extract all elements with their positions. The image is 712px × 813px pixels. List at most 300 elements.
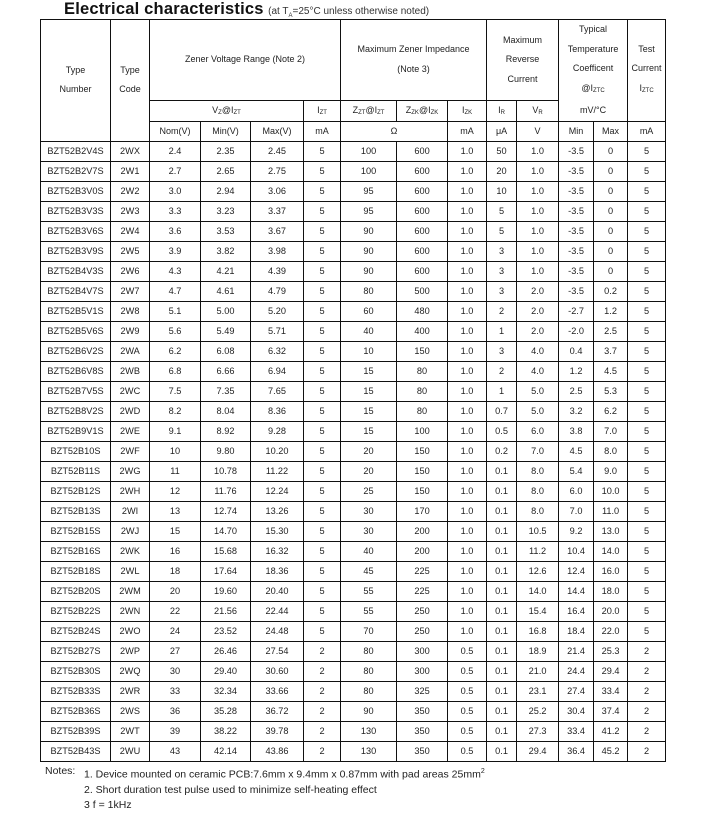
cell-vz-max: 39.78 [251,721,304,741]
cell-type-code: 2WG [111,461,150,481]
cell-type-code: 2WB [111,361,150,381]
cell-vz-nom: 6.2 [150,341,201,361]
cell-izk: 1.0 [448,341,487,361]
cell-test-current: 5 [628,181,666,201]
cell-zzt: 80 [341,641,397,661]
cell-test-current: 2 [628,641,666,661]
table-row [41,461,666,481]
cell-type-code: 2WR [111,681,150,701]
cell-ir: 0.5 [487,421,517,441]
cell-zzt: 130 [341,741,397,761]
cell-test-current: 5 [628,601,666,621]
cell-tc-min: -3.5 [559,261,594,281]
cell-ir: 0.2 [487,441,517,461]
title-main: Electrical characteristics [64,0,264,18]
cell-izk: 0.5 [448,681,487,701]
electrical-characteristics-table [40,19,666,762]
cell-izk: 1.0 [448,521,487,541]
cell-vr: 21.0 [517,661,559,681]
cell-ir: 3 [487,261,517,281]
cell-vr: 8.0 [517,481,559,501]
cell-test-current: 5 [628,501,666,521]
sym-vr: $V_R$ [517,100,559,121]
cell-vz-min: 26.46 [201,641,251,661]
cell-ir: 0.1 [487,621,517,641]
cell-type-code: 2WO [111,621,150,641]
cell-test-current: 5 [628,561,666,581]
cell-zzk: 600 [397,141,448,161]
cell-vz-max: 16.32 [251,541,304,561]
note-1-text: 1. Device mounted on ceramic PCB:7.6mm x 9.4mm x 0.87mm with pad areas $25mm^2$ [84,768,485,781]
cell-zzk: 600 [397,261,448,281]
cell-vz-min: 21.56 [201,601,251,621]
cell-vz-min: 4.21 [201,261,251,281]
cell-zzk: 325 [397,681,448,701]
cell-type-number: BZT52B5V1S [41,301,111,321]
cell-vz-max: 20.40 [251,581,304,601]
cell-tc-min: 5.4 [559,461,594,481]
cell-zzk: 350 [397,721,448,741]
table-row [41,681,666,701]
cell-tc-max: 33.4 [594,681,628,701]
cell-vz-nom: 4.7 [150,281,201,301]
cell-ir: 0.7 [487,401,517,421]
cell-ir: 1 [487,381,517,401]
cell-izk: 1.0 [448,201,487,221]
cell-test-current: 5 [628,321,666,341]
cell-type-code: 2WX [111,141,150,161]
cell-tc-max: 0 [594,141,628,161]
cell-vr: 1.0 [517,261,559,281]
cell-test-current: 2 [628,701,666,721]
cell-tc-max: 5.3 [594,381,628,401]
table-body [41,141,666,761]
cell-vz-nom: 3.9 [150,241,201,261]
cell-type-number: BZT52B11S [41,461,111,481]
cell-vr: 15.4 [517,601,559,621]
cell-zzt: 90 [341,221,397,241]
cell-ir: 0.1 [487,581,517,601]
cell-izt: 5 [304,381,341,401]
cell-type-number: BZT52B15S [41,521,111,541]
cell-type-code: 2WP [111,641,150,661]
cell-vz-nom: 6.8 [150,361,201,381]
cell-zzk: 250 [397,601,448,621]
cell-type-code: 2WN [111,601,150,621]
table-row [41,621,666,641]
cell-vz-nom: 39 [150,721,201,741]
table-row [41,361,666,381]
cell-vz-nom: 7.5 [150,381,201,401]
unit-ohm: Ω [341,121,448,141]
cell-vr: 14.0 [517,581,559,601]
cell-type-code: 2WL [111,561,150,581]
cell-tc-min: 24.4 [559,661,594,681]
cell-vr: 1.0 [517,181,559,201]
cell-zzt: 30 [341,521,397,541]
table-row [41,741,666,761]
cell-izk: 1.0 [448,541,487,561]
cell-zzt: 95 [341,201,397,221]
cell-vz-nom: 20 [150,581,201,601]
cell-type-number: BZT52B3V6S [41,221,111,241]
cell-type-number: BZT52B3V9S [41,241,111,261]
cell-tc-min: 3.2 [559,401,594,421]
cell-zzt: 80 [341,681,397,701]
cell-vz-min: 8.04 [201,401,251,421]
cell-zzk: 225 [397,581,448,601]
cell-type-code: 2WK [111,541,150,561]
cell-zzt: 80 [341,281,397,301]
cell-tc-max: 2.5 [594,321,628,341]
cell-vr: 7.0 [517,441,559,461]
table-row [41,561,666,581]
cell-tc-min: 27.4 [559,681,594,701]
cell-ir: 2 [487,301,517,321]
cell-vz-nom: 16 [150,541,201,561]
cell-zzt: 130 [341,721,397,741]
table-row [41,721,666,741]
cell-vz-nom: 18 [150,561,201,581]
unit-test: mA [628,121,666,141]
cell-vz-min: 2.35 [201,141,251,161]
table-row [41,661,666,681]
cell-izt: 5 [304,561,341,581]
cell-vr: 1.0 [517,241,559,261]
cell-zzt: 20 [341,461,397,481]
cell-tc-min: -2.0 [559,321,594,341]
cell-zzk: 150 [397,481,448,501]
cell-tc-min: 21.4 [559,641,594,661]
cell-vz-max: 12.24 [251,481,304,501]
cell-tc-max: 37.4 [594,701,628,721]
col-header-type-number: Type Number [41,20,111,142]
cell-ir: 5 [487,201,517,221]
cell-zzk: 350 [397,741,448,761]
cell-zzt: 15 [341,381,397,401]
cell-vr: 8.0 [517,461,559,481]
cell-zzt: 25 [341,481,397,501]
cell-vz-nom: 30 [150,661,201,681]
cell-tc-min: 12.4 [559,561,594,581]
cell-vz-min: 15.68 [201,541,251,561]
cell-tc-max: 29.4 [594,661,628,681]
cell-test-current: 5 [628,381,666,401]
cell-type-number: BZT52B10S [41,441,111,461]
cell-test-current: 5 [628,281,666,301]
cell-vz-min: 2.65 [201,161,251,181]
cell-vz-max: 2.75 [251,161,304,181]
cell-vz-min: 38.22 [201,721,251,741]
cell-tc-min: -3.5 [559,241,594,261]
cell-tc-max: 0 [594,201,628,221]
cell-izk: 1.0 [448,241,487,261]
cell-vz-min: 8.92 [201,421,251,441]
cell-tc-max: 0 [594,261,628,281]
cell-test-current: 5 [628,401,666,421]
cell-type-code: 2WD [111,401,150,421]
cell-zzt: 70 [341,621,397,641]
cell-tc-max: 45.2 [594,741,628,761]
unit-izt: mA [304,121,341,141]
cell-tc-max: 10.0 [594,481,628,501]
cell-izt: 5 [304,481,341,501]
cell-type-number: BZT52B16S [41,541,111,561]
cell-tc-max: 7.0 [594,421,628,441]
cell-vr: 1.0 [517,201,559,221]
cell-izt: 5 [304,221,341,241]
cell-zzk: 170 [397,501,448,521]
header-row-1 [41,20,666,101]
cell-vz-nom: 3.0 [150,181,201,201]
cell-ir: 1 [487,321,517,341]
cell-vr: 6.0 [517,421,559,441]
cell-izk: 1.0 [448,361,487,381]
cell-zzt: 30 [341,501,397,521]
cell-ir: 0.1 [487,501,517,521]
cell-tc-max: 9.0 [594,461,628,481]
cell-zzk: 80 [397,381,448,401]
table-row [41,421,666,441]
cell-vz-min: 17.64 [201,561,251,581]
cell-izk: 0.5 [448,661,487,681]
cell-vz-max: 6.94 [251,361,304,381]
table-row [41,181,666,201]
cell-vr: 4.0 [517,361,559,381]
cell-type-number: BZT52B36S [41,701,111,721]
cell-type-number: BZT52B13S [41,501,111,521]
cell-zzk: 150 [397,441,448,461]
cell-zzt: 100 [341,161,397,181]
cell-tc-max: 4.5 [594,361,628,381]
cell-izt: 5 [304,461,341,481]
cell-vz-min: 10.78 [201,461,251,481]
cell-type-number: BZT52B6V8S [41,361,111,381]
cell-vz-min: 9.80 [201,441,251,461]
cell-vz-max: 2.45 [251,141,304,161]
cell-tc-max: 41.2 [594,721,628,741]
cell-ir: 0.1 [487,481,517,501]
cell-type-code: 2WH [111,481,150,501]
cell-vz-nom: 12 [150,481,201,501]
cell-vz-nom: 4.3 [150,261,201,281]
cell-ir: 0.1 [487,641,517,661]
cell-izk: 1.0 [448,581,487,601]
cell-izt: 5 [304,581,341,601]
cell-vr: 10.5 [517,521,559,541]
cell-vz-max: 18.36 [251,561,304,581]
cell-tc-min: 14.4 [559,581,594,601]
cell-type-number: BZT52B2V7S [41,161,111,181]
cell-test-current: 5 [628,201,666,221]
cell-tc-max: 18.0 [594,581,628,601]
cell-type-code: 2W9 [111,321,150,341]
cell-izt: 2 [304,701,341,721]
table-row [41,501,666,521]
cell-zzt: 55 [341,581,397,601]
cell-tc-max: 1.2 [594,301,628,321]
cell-vz-nom: 10 [150,441,201,461]
cell-test-current: 5 [628,461,666,481]
cell-vz-nom: 33 [150,681,201,701]
note-2 [45,783,485,798]
cell-ir: 10 [487,181,517,201]
cell-test-current: 5 [628,441,666,461]
cell-vr: 5.0 [517,401,559,421]
cell-tc-min: 2.5 [559,381,594,401]
cell-tc-min: -3.5 [559,161,594,181]
cell-izk: 1.0 [448,401,487,421]
cell-izt: 5 [304,241,341,261]
cell-zzk: 600 [397,241,448,261]
cell-tc-min: -3.5 [559,281,594,301]
table-row [41,341,666,361]
cell-izt: 2 [304,661,341,681]
cell-ir: 0.1 [487,681,517,701]
cell-type-code: 2WJ [111,521,150,541]
cell-izk: 1.0 [448,181,487,201]
sym-ir: $I_R$ [487,100,517,121]
cell-vz-nom: 3.6 [150,221,201,241]
table-row [41,521,666,541]
cell-ir: 0.1 [487,701,517,721]
cell-vz-min: 14.70 [201,521,251,541]
cell-tc-max: 0 [594,181,628,201]
cell-type-code: 2W5 [111,241,150,261]
cell-izk: 1.0 [448,421,487,441]
cell-zzt: 80 [341,661,397,681]
cell-tc-max: 20.0 [594,601,628,621]
cell-izt: 5 [304,141,341,161]
table-row [41,481,666,501]
table-row [41,241,666,261]
sym-izt: $I_{ZT}$ [304,100,341,121]
cell-ir: 0.1 [487,721,517,741]
col-header-reverse-current: Maximum Reverse Current [487,20,559,101]
cell-tc-min: -2.7 [559,301,594,321]
cell-type-code: 2WF [111,441,150,461]
cell-tc-min: 1.2 [559,361,594,381]
cell-type-code: 2WS [111,701,150,721]
cell-vr: 1.0 [517,161,559,181]
note-1 [45,764,485,783]
cell-vz-max: 10.20 [251,441,304,461]
cell-zzt: 10 [341,341,397,361]
unit-tc-max: Max [594,121,628,141]
cell-vz-max: 43.86 [251,741,304,761]
cell-zzk: 300 [397,661,448,681]
table-row [41,581,666,601]
sym-vz-at-izt: $V_Z@I_{ZT}$ [150,100,304,121]
cell-ir: 0.1 [487,541,517,561]
cell-izk: 1.0 [448,561,487,581]
cell-type-code: 2W1 [111,161,150,181]
unit-min: Min(V) [201,121,251,141]
cell-type-number: BZT52B3V0S [41,181,111,201]
table-row [41,321,666,341]
col-header-test-current: Test Current $I_{ZTC}$ [628,20,666,122]
cell-vz-max: 9.28 [251,421,304,441]
cell-izt: 5 [304,201,341,221]
cell-tc-max: 0 [594,221,628,241]
cell-vz-nom: 22 [150,601,201,621]
cell-vz-min: 6.08 [201,341,251,361]
cell-vz-min: 19.60 [201,581,251,601]
cell-tc-min: 9.2 [559,521,594,541]
cell-tc-min: 33.4 [559,721,594,741]
notes-label: Notes: [45,765,76,777]
cell-ir: 0.1 [487,741,517,761]
cell-vz-max: 3.06 [251,181,304,201]
cell-izk: 1.0 [448,281,487,301]
cell-type-number: BZT52B8V2S [41,401,111,421]
cell-vr: 8.0 [517,501,559,521]
unit-izk: mA [448,121,487,141]
cell-vz-min: 23.52 [201,621,251,641]
cell-izk: 1.0 [448,141,487,161]
cell-vr: 2.0 [517,281,559,301]
cell-vz-min: 29.40 [201,661,251,681]
cell-vr: 4.0 [517,341,559,361]
table-row [41,141,666,161]
cell-type-number: BZT52B12S [41,481,111,501]
cell-zzk: 500 [397,281,448,301]
cell-vz-max: 5.20 [251,301,304,321]
cell-test-current: 5 [628,341,666,361]
cell-vr: 25.2 [517,701,559,721]
cell-test-current: 5 [628,221,666,241]
cell-test-current: 5 [628,301,666,321]
cell-izt: 2 [304,741,341,761]
cell-vz-max: 11.22 [251,461,304,481]
cell-vz-nom: 9.1 [150,421,201,441]
cell-ir: 0.1 [487,561,517,581]
cell-tc-min: 36.4 [559,741,594,761]
cell-tc-max: 13.0 [594,521,628,541]
note-3 [45,798,485,813]
cell-tc-min: 16.4 [559,601,594,621]
cell-tc-min: 18.4 [559,621,594,641]
cell-vr: 23.1 [517,681,559,701]
cell-type-code: 2WI [111,501,150,521]
cell-vz-nom: 24 [150,621,201,641]
cell-zzk: 80 [397,361,448,381]
cell-vr: 12.6 [517,561,559,581]
cell-vr: 29.4 [517,741,559,761]
cell-tc-max: 22.0 [594,621,628,641]
cell-type-code: 2WT [111,721,150,741]
cell-test-current: 2 [628,721,666,741]
cell-tc-max: 8.0 [594,441,628,461]
table-row [41,641,666,661]
cell-izk: 1.0 [448,501,487,521]
cell-zzt: 20 [341,441,397,461]
cell-vz-nom: 13 [150,501,201,521]
cell-type-number: BZT52B20S [41,581,111,601]
cell-izk: 1.0 [448,621,487,641]
cell-zzt: 55 [341,601,397,621]
cell-ir: 2 [487,361,517,381]
cell-ir: 5 [487,221,517,241]
cell-zzk: 100 [397,421,448,441]
cell-vz-nom: 2.7 [150,161,201,181]
cell-zzk: 600 [397,221,448,241]
cell-test-current: 5 [628,361,666,381]
cell-zzk: 80 [397,401,448,421]
cell-vz-min: 11.76 [201,481,251,501]
cell-vz-max: 24.48 [251,621,304,641]
cell-izt: 5 [304,601,341,621]
